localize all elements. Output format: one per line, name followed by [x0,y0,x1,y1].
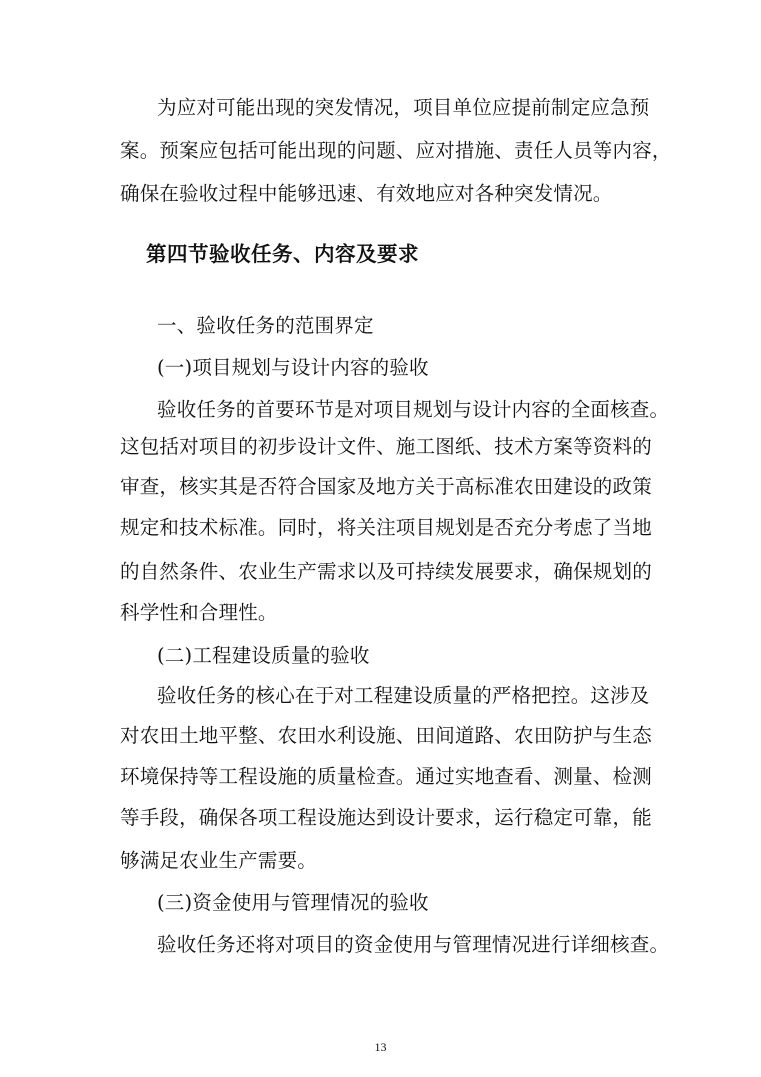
item-heading: (一)项目规划与设计内容的验收 [157,356,429,379]
paragraph-line: 审查，核实其是否符合国家及地方关于高标准农田建设的政策 [120,475,652,498]
item-heading: (三)资金使用与管理情况的验收 [157,891,429,914]
paragraph-line: 环境保持等工程设施的质量检查。通过实地查看、测量、检测 [120,765,652,788]
paragraph-line: 确保在验收过程中能够迅速、有效地应对各种突发情况。 [120,182,613,205]
paragraph-line: 的自然条件、农业生产需求以及可持续发展要求，确保规划的 [120,560,652,583]
paragraph-line: 验收任务的核心在于对工程建设质量的严格把控。这涉及 [157,684,650,707]
subsection-heading: 一、验收任务的范围界定 [157,314,374,337]
paragraph-line: 验收任务还将对项目的资金使用与管理情况进行详细核查。 [157,933,670,956]
paragraph-line: 科学性和合理性。 [120,601,278,624]
paragraph-line: 够满足农业生产需要。 [120,849,318,872]
page-number: 13 [374,1040,387,1054]
paragraph-line: 为应对可能出现的突发情况，项目单位应提前制定应急预 [157,96,650,119]
paragraph-line: 规定和技术标准。同时，将关注项目规划是否充分考虑了当地 [120,516,652,539]
paragraph-line: 这包括对项目的初步设计文件、施工图纸、技术方案等资料的 [120,435,652,458]
paragraph-line: 对农田土地平整、农田水利设施、田间道路、农田防护与生态 [120,724,652,747]
section-heading: 第四节验收任务、内容及要求 [146,242,419,266]
paragraph-line: 等手段，确保各项工程设施达到设计要求，运行稳定可靠，能 [120,806,652,829]
paragraph-line: 案。预案应包括可能出现的问题、应对措施、责任人员等内容， [120,139,672,162]
paragraph-line: 验收任务的首要环节是对项目规划与设计内容的全面核查。 [157,398,670,421]
item-heading: (二)工程建设质量的验收 [157,644,370,667]
